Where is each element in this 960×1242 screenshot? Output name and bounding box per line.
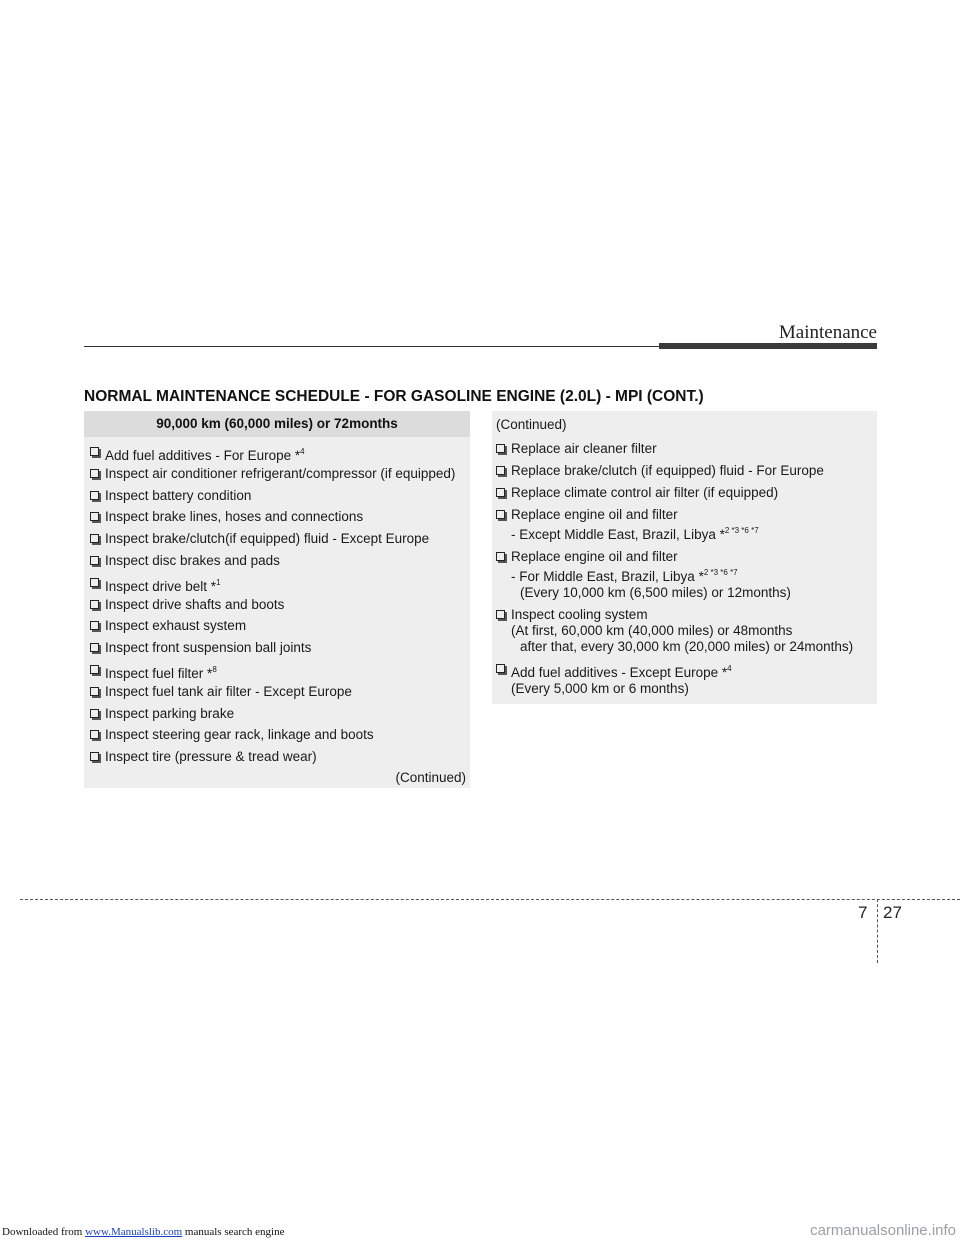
list-item: Inspect steering gear rack, linkage and boots (90, 724, 470, 746)
checkbox-icon (90, 512, 99, 521)
list-item: Inspect fuel tank air filter - Except Europe (90, 681, 470, 703)
checkbox-icon (496, 664, 505, 673)
download-footer: Downloaded from www.Manualslib.com manuals search engine (2, 1226, 285, 1238)
checkbox-icon (90, 643, 99, 652)
page-number: 27 (883, 903, 902, 922)
page-divider (20, 899, 960, 900)
checkbox-icon (90, 556, 99, 565)
watermark: carmanualsonline.info (810, 1222, 956, 1239)
left-schedule-panel (84, 411, 470, 788)
page-number-divider (877, 899, 878, 963)
list-item: Replace brake/clutch (if equipped) fluid - For Europe (496, 463, 877, 479)
schedule-title: NORMAL MAINTENANCE SCHEDULE - FOR GASOLINE ENGINE (2.0L) - MPI (CONT.) (84, 388, 704, 405)
list-item: Replace climate control air filter (if equipped) (496, 485, 877, 501)
section-title: Maintenance (778, 322, 877, 343)
list-item: Inspect tire (pressure & tread wear) (90, 746, 470, 768)
list-item: Inspect brake/clutch(if equipped) fluid - Except Europe (90, 528, 470, 550)
continued-label: (Continued) (496, 417, 567, 432)
list-item: Inspect battery condition (90, 485, 470, 507)
checkbox-icon (90, 491, 99, 500)
list-item: Inspect air conditioner refrigerant/compressor (if equipped) (90, 463, 470, 485)
left-item-list (84, 437, 470, 785)
checkbox-icon (90, 665, 99, 674)
chapter-number: 7 (858, 903, 868, 922)
list-item: Inspect cooling system (At first, 60,000 km (40,000 miles) or 48months after that, every 30,000 km (20,000 miles) or 24months) (496, 607, 877, 655)
list-item: Replace engine oil and filter - For Middle East, Brazil, Libya *$^{2 *3 *6 *7}$ (Every 10,000 km (6,500 miles) or 12months) (496, 549, 877, 601)
list-item: Replace engine oil and filter - Except Middle East, Brazil, Libya *$^{2 *3 *6 *7}$ (496, 507, 877, 543)
list-item: Inspect parking brake (90, 703, 470, 725)
checkbox-icon (496, 510, 505, 519)
checkbox-icon (496, 488, 505, 497)
checkbox-icon (90, 600, 99, 609)
list-item: Inspect drive shafts and boots (90, 594, 470, 616)
list-item: Inspect drive belt *$^1$ (90, 572, 470, 594)
list-item: Add fuel additives - For Europe *$^4$ (90, 441, 470, 463)
checkbox-icon (90, 578, 99, 587)
list-item: Replace air cleaner filter (496, 441, 877, 457)
checkbox-icon (496, 552, 505, 561)
interval-header: 90,000 km (60,000 miles) or 72months (84, 411, 470, 437)
right-schedule-panel (492, 411, 877, 704)
checkbox-icon (90, 730, 99, 739)
list-item: Inspect disc brakes and pads (90, 550, 470, 572)
continued-label: (Continued) (395, 769, 466, 785)
checkbox-icon (90, 687, 99, 696)
checkbox-icon (496, 466, 505, 475)
checkbox-icon (90, 752, 99, 761)
checkbox-icon (90, 469, 99, 478)
checkbox-icon (496, 444, 505, 453)
list-item: Inspect fuel filter *$^8$ (90, 659, 470, 681)
list-item: Add fuel additives - Except Europe *$^4$ (Every 5,000 km or 6 months) (496, 661, 877, 697)
checkbox-icon (90, 534, 99, 543)
header-rule-accent (659, 343, 877, 349)
checkbox-icon (90, 621, 99, 630)
checkbox-icon (90, 709, 99, 718)
header-rule (84, 346, 660, 347)
checkbox-icon (496, 610, 505, 619)
checkbox-icon (90, 447, 99, 456)
list-item: Inspect front suspension ball joints (90, 637, 470, 659)
list-item: Inspect brake lines, hoses and connections (90, 506, 470, 528)
manualslib-link[interactable]: www.Manualslib.com (85, 1226, 183, 1238)
list-item: Inspect exhaust system (90, 615, 470, 637)
